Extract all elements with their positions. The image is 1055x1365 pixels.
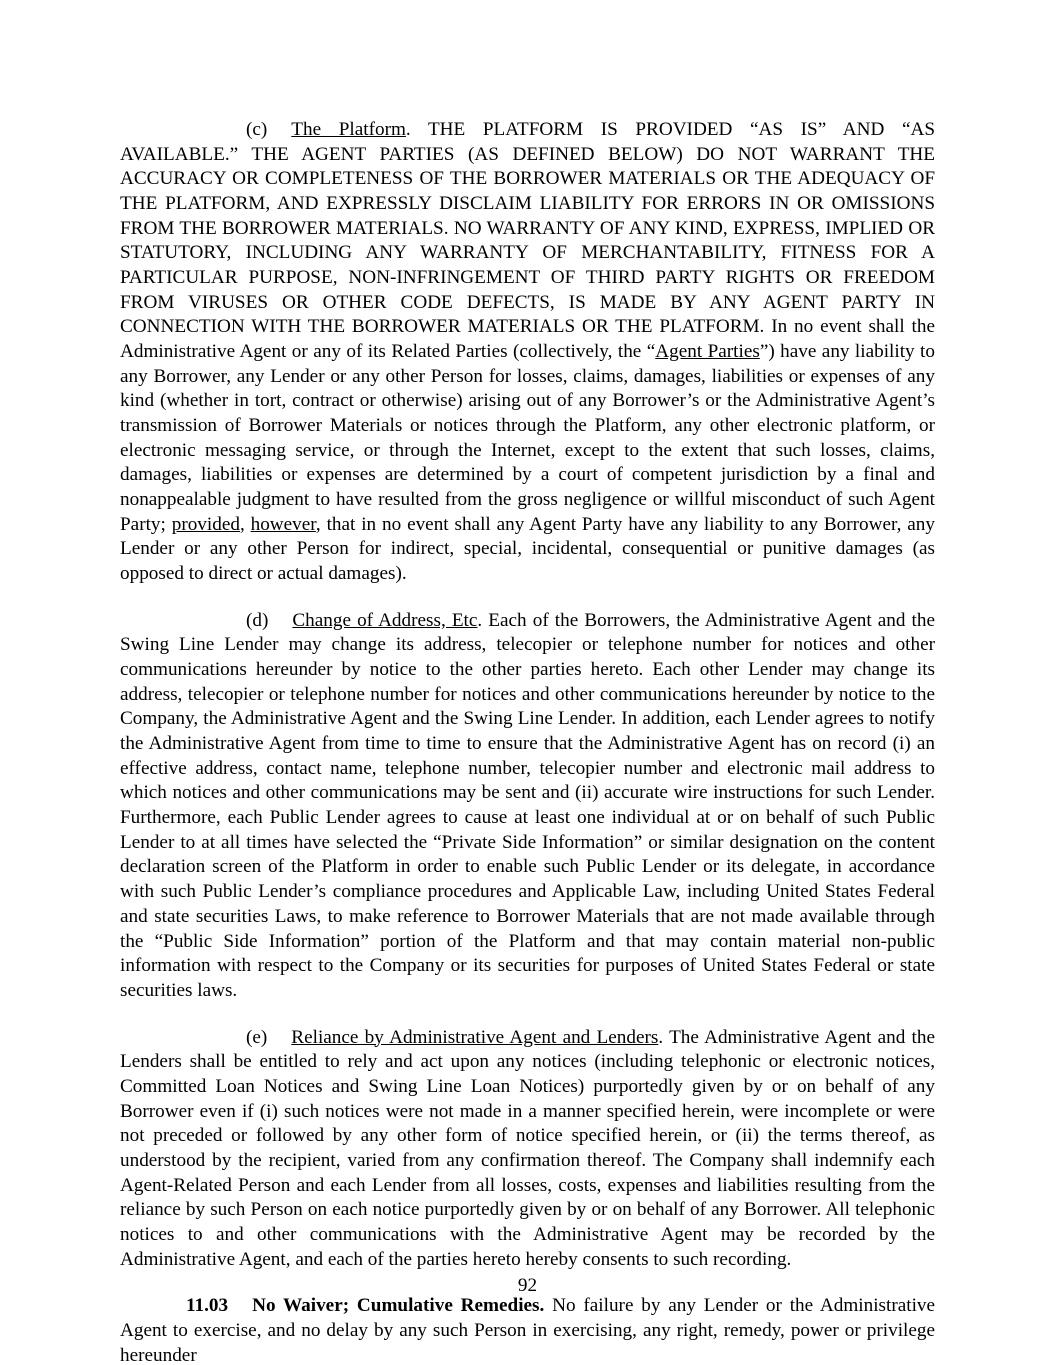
clause-c-text-2: ”) have any liability to any Borrower, any Lender or any other Person for losses, claims, damages, liabilities or expenses of any kind (whether in tort, contract or otherwise) arising out of any Borrower’s or the Administrative Agent’s transmission of Borrower Materials or notices through the Platform, any other electronic platform, or electronic messaging service, or through the Internet, except to the extent that such losses, claims, damages, liabilities or expenses are determined by a court of competent jurisdiction by a final and nonappealable judgment to have resulted from the gross negligence or willful misconduct of such Agent Party; — [120, 341, 935, 535]
clause-heading-d: Change of Address, Etc — [292, 609, 478, 631]
clause-e-text-1: . The Administrative Agent and the Lenders shall be entitled to rely and act upon any notices (including telephonic or electronic notices, Committed Loan Notices and Swing Line Loan Notices) purportedly given by or on behalf of any Borrower even if (i) such notices were not made in a manner specified herein, were incomplete or were not preceded or followed by any other form of notice specified herein, or (ii) the terms thereof, as understood by the recipient, varied from any confirmation thereof. The Company shall indemnify each Agent-Related Person and each Lender from all losses, costs, expenses and liabilities resulting from the reliance by such Person on each notice purportedly given by or on behalf of any Borrower. All telephonic notices to and other communications with the Administrative Agent may be recorded by the Administrative Agent, and each of the parties hereto hereby consents to such recording. — [120, 1026, 935, 1270]
paragraph-section-11-03 — [120, 1294, 935, 1365]
section-body-text: No failure by any Lender or the Administrative Agent to exercise, and no delay by any such Person in exercising, any right, remedy, power or privilege hereunder — [120, 1295, 936, 1365]
emphasis-provided: provided — [171, 513, 240, 535]
clause-marker-e: (e) — [246, 1026, 268, 1048]
page-footer — [0, 1275, 1055, 1297]
paragraph-clause-e — [120, 1026, 935, 1273]
clause-marker-d: (d) — [246, 609, 269, 631]
document-body — [120, 118, 935, 1365]
clause-heading-e: Reliance by Administrative Agent and Lenders — [291, 1026, 659, 1048]
clause-heading-c: The Platform — [291, 119, 406, 140]
paragraph-clause-d — [120, 609, 935, 1004]
section-title: No Waiver; Cumulative Remedies. — [252, 1295, 545, 1317]
clause-c-text-3: , — [239, 513, 251, 535]
page-number: 92 — [517, 1275, 538, 1296]
clause-c-text-4: , that in no event shall any Agent Party have any liability to any Borrower, any Lender or any other Person for indirect, special, incidental, consequential or punitive damages (as opposed to direct or actual damages). — [120, 513, 935, 585]
clause-marker-c: (c) — [246, 119, 268, 140]
paragraph-clause-c — [120, 118, 935, 587]
emphasis-however: however — [250, 513, 316, 535]
defined-term-agent-parties: Agent Parties — [655, 341, 760, 363]
clause-d-text-1: . Each of the Borrowers, the Administrative Agent and the Swing Line Lender may change its address, telecopier or telephone number for notices and other communications hereunder by notice to the other parties hereto. Each other Lender may change its address, telecopier or telephone number for notices and other communications hereunder by notice to the Company, the Administrative Agent and the Swing Line Lender. In addition, each Lender agrees to notify the Administrative Agent from time to time to ensure that the Administrative Agent has on record (i) an effective address, contact name, telephone number, telecopier number and electronic mail address to which notices and other communications may be sent and (ii) accurate wire instructions for such Lender. Furthermore, each Public Lender agrees to cause at least one individual at or on behalf of such Public Lender to at all times have selected the “Private Side Information” or similar designation on the content declaration screen of the Platform in order to enable such Public Lender or its delegate, in accordance with such Public Lender’s compliance procedures and Applicable Law, including United States Federal and state securities Laws, to make reference to Borrower Materials that are not made available through the “Public Side Information” portion of the Platform and that may contain material non-public information with respect to the Company or its securities for purposes of United States Federal or state securities laws. — [120, 609, 935, 1001]
clause-c-text-1: . THE PLATFORM IS PROVIDED “AS IS” AND “AS AVAILABLE.” THE AGENT PARTIES (AS DEFINED BELOW) DO NOT WARRANT THE ACCURACY OR COMPLETENESS OF THE BORROWER MATERIALS OR THE ADEQUACY OF THE PLATFORM, AND EXPRESSLY DISCLAIM LIABILITY FOR ERRORS IN OR OMISSIONS FROM THE BORROWER MATERIALS. NO WARRANTY OF ANY KIND, EXPRESS, IMPLIED OR STATUTORY, INCLUDING ANY WARRANTY OF MERCHANTABILITY, FITNESS FOR A PARTICULAR PURPOSE, NON-INFRINGEMENT OF THIRD PARTY RIGHTS OR FREEDOM FROM VIRUSES OR OTHER CODE DEFECTS, IS MADE BY ANY AGENT PARTY IN CONNECTION WITH THE BORROWER MATERIALS OR THE PLATFORM. In no event shall the Administrative Agent or any of its Related Parties (collectively, the “ — [120, 119, 935, 363]
section-number: 11.03 — [186, 1295, 229, 1317]
